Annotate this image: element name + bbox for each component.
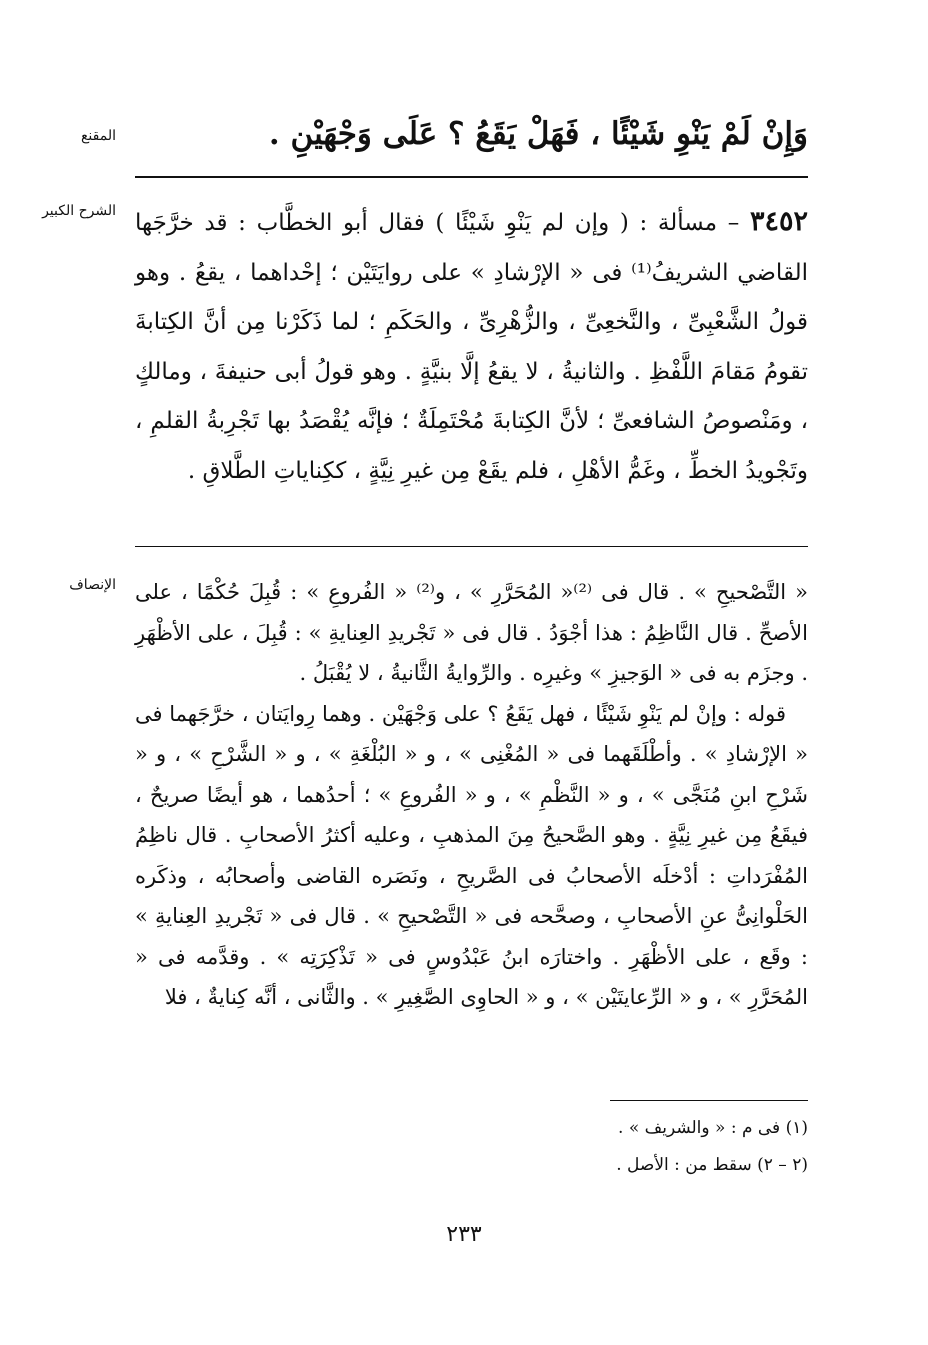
section-divider-middle [135,546,808,547]
insaf-paragraph-2: قوله : وإنْ لم يَنْوِ شَيْئًا ، فهل يَقَعُ ؟ على وَجْهَيْن . وهما رِوايَتان ، خرَّجَهما فى « الإرْشادِ » . وأطْلَقَهما فى « المُغْنِى » ، و « البُلْغَةِ » ، و « الشَّرْحِ » ، و « شَرْحِ ابنِ مُنَجَّى » ، و « النَّظْمِ » ، و « الفُروعِ » ؛ أحدُهما ، هو أيضًا صريحٌ ، فيقَعُ مِن غيرِ نِيَّةٍ . وهو الصَّحيحُ مِنَ المذهبِ ، وعليه أكثرُ الأصحابِ . قال ناظِمُ المُفْرَداتِ : أدْخلَه الأصحابُ فى الصَّريحِ ، ونَصَره القاضى وأصحابُه ، وذكَره الحَلْوانِىُّ عنِ الأصحابِ ، وصحَّحه فى « التَّصْحيحِ » . قال فى « تَجْريدِ العِنايةِ » : وقَع ، على الأظْهَرِ . واختارَه ابنُ عَبْدُوسٍ فى « تَذْكِرَتِه » . وقدَّمه فى « المُحَرَّرِ » ، و « الرِّعايتَيْن » ، و « الحاوِى الصَّغِيرِ » . والثَّانى ، أنَّه كِنايةٌ ، فلا [135,701,808,1009]
margin-label-muqni: المقنع [80,128,116,144]
margin-label-sharh: الشرح الكبير [42,203,116,219]
sharh-section [135,197,808,496]
page-number: ٢٣٣ [446,1222,482,1247]
sharh-paragraph [135,197,808,496]
footnote-separator [610,1100,808,1101]
masala-number: ٣٤٥٢ [750,206,809,237]
insaf-paragraph-1: « التَّصْحيحِ » . قال فى ⁽²⁾« المُحَرَّرِ » ، و⁽²⁾ « الفُروعِ » : قُبِلَ حُكْمًا ، على الأصحِّ . قال النَّاظِمُ : هذا أجْوَدُ . قال فى « تَجْريدِ العِنايةِ » : قُبِلَ ، على الأظْهَرِ . وجزَم به فى « الوَجيزِ » وغيرِه . والرِّوايةُ الثَّانيةُ ، لا يُقْبَلُ . [135,580,809,685]
sharh-text: – مسألة : ( وإن لم يَنْوِ شَيْئًا ) فقال أبو الخطَّاب : قد خرَّجَها القاضي الشريفُ⁽¹⁾ فى « الإرْشادِ » على روايَتَيْن ؛ إحْداهما ، يقعُ . وهو قولُ الشَّعْبِىِّ ، والنَّخعِىِّ ، والزُّهْرِىِّ ، والحَكَمِ ؛ لما ذَكَرْنا مِن أنَّ الكِتابةَ تقومُ مَقامَ اللَّفْظِ . والثانيةُ ، لا يقعُ إلَّا بنيَّةٍ . وهو قولُ أبى حنيفةَ ، ومالكٍ ، ومَنْصوصُ الشافعىِّ ؛ لأنَّ الكِتابةَ مُحْتَمِلَةٌ ؛ فإنَّه يُقْصَدُ بها تَجْرِبةُ القلمِ ، وتَجْويدُ الخطِّ ، وغَمُّ الأهْلِ ، فلم يقَعْ مِن غيرِ نِيَّةٍ ، ككِناياتِ الطَّلاقِ . [135,210,808,484]
footnotes [135,1110,808,1184]
section-divider-top [135,176,808,178]
footnote-2: (٢ – ٢) سقط من : الأصل . [616,1155,808,1175]
footnote-1: (١) فى م : « والشريف » . [618,1118,808,1138]
matn-headline: وَإِنْ لَمْ يَنْوِ شَيْئًا ، فَهَلْ يَقَعُ ؟ عَلَى وَجْهَيْنِ . [268,116,808,152]
margin-label-insaf: الإنصاف [69,577,116,593]
insaf-section [135,572,808,1018]
